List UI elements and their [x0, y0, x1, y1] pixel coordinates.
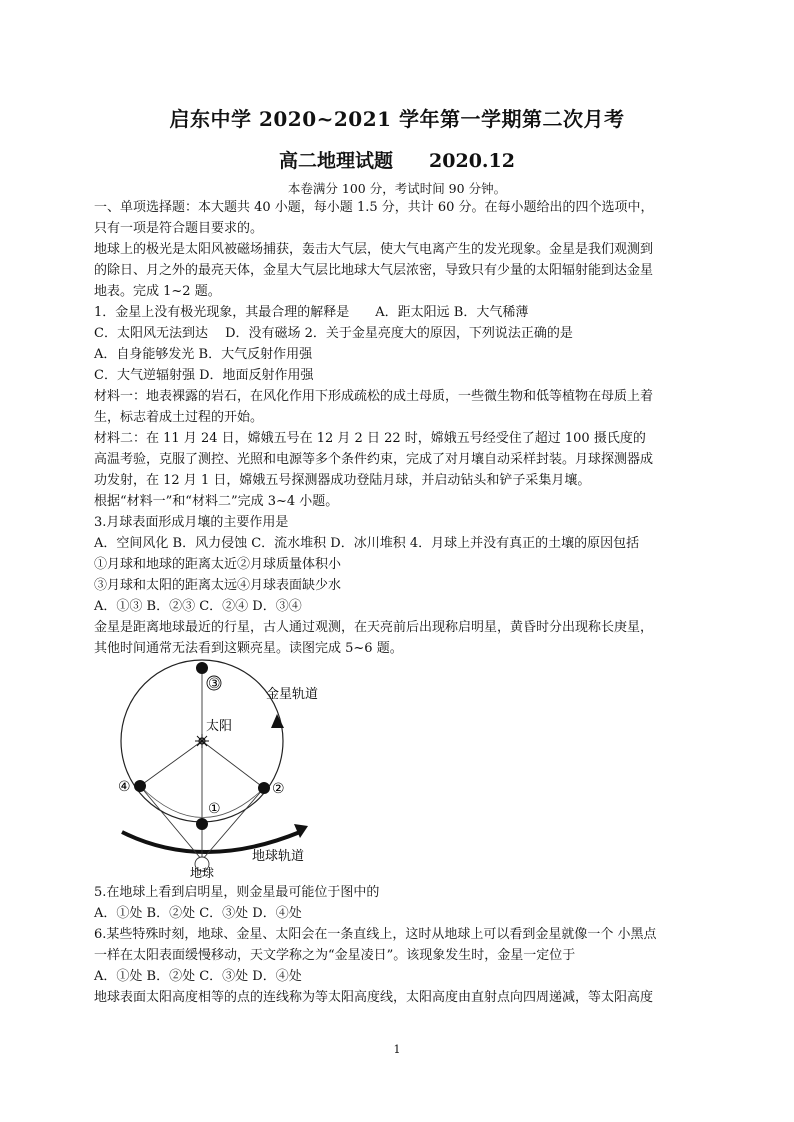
text-line: 其他时间通常无法看到这颗亮星。读图完成 5~6 题。 [94, 641, 403, 656]
sun-line-2 [202, 741, 264, 788]
question-line: A．①处 B．②处 C．③处 D．④处 [94, 969, 302, 984]
earth-orbit-arrowhead [294, 824, 308, 838]
text-line: 地球表面太阳高度相等的点的连线称为等太阳高度线，太阳高度由直射点向四周递减，等太阳高度 [94, 990, 654, 1005]
question-line: ①月球和地球的距离太近②月球质量体积小 [94, 557, 342, 572]
venus-position-2 [258, 782, 270, 794]
sun-label: 太阳 [206, 719, 233, 734]
earth-orbit-label: 地球轨道 [252, 849, 305, 864]
text-line: 材料一：地表裸露的岩石，在风化作用下形成疏松的成土母质，一些微生物和低等植物在母质上着 [94, 389, 654, 404]
question-line: C．太阳风无法到达 D．没有磁场 2．关于金星亮度大的原因，下列说法正确的是 [94, 326, 573, 341]
position-label-4: ④ [118, 779, 131, 795]
position-label-2: ② [272, 781, 285, 797]
exam-subtitle [0, 146, 794, 173]
text-line: 功发射，在 12 月 1 日，嫦娥五号探测器成功登陆月球，并启动钻头和铲子采集月壤。 [94, 473, 591, 488]
question-line: A．①处 B．②处 C．③处 D．④处 [94, 906, 302, 921]
exam-title: 启东中学 2020~2021 学年第一学期第二次月考 [169, 107, 625, 131]
text-line: 只有一项是符合题目要求的。 [94, 221, 264, 236]
sun-icon [195, 734, 209, 748]
exam-meta: 本卷满分 100 分，考试时间 90 分钟。 [287, 181, 507, 196]
question-line: A．①③ B．②③ C．②④ D．③④ [94, 599, 302, 614]
question-line: C．大气逆辐射强 D．地面反射作用强 [94, 368, 314, 383]
question-line: ③月球和太阳的距离太远④月球表面缺少水 [94, 578, 342, 593]
subject-title: 高二地理试题 [279, 150, 394, 172]
text-line: 一、单项选择题：本大题共 40 小题，每小题 1.5 分，共计 60 分。在每小题给出的四个选项中， [94, 200, 654, 215]
venus-orbit-diagram [94, 658, 354, 880]
text-line: 材料二：在 11 月 24 日，嫦娥五号在 12 月 2 日 22 时，嫦娥五号经受住了超过 100 摄氏度的 [94, 431, 646, 446]
question-line: 6.某些特殊时刻，地球、金星、太阳会在一条直线上，这时从地球上可以看到金星就像一个 小黑点 [94, 927, 657, 942]
venus-position-3 [196, 662, 208, 674]
text-line: 的除日、月之外的最亮天体，金星大气层比地球大气层浓密，导致只有少量的太阳辐射能到达金星 [94, 263, 654, 278]
venus-position-1 [196, 818, 208, 830]
question-line: A．自身能够发光 B．大气反射作用强 [94, 347, 313, 362]
question-line: 1．金星上没有极光现象，其最合理的解释是 A．距太阳远 B．大气稀薄 [94, 305, 529, 320]
question-line: 5.在地球上看到启明星，则金星最可能位于图中的 [94, 885, 380, 900]
venus-orbit-arrowhead [271, 714, 284, 728]
earth-label: 地球 [190, 866, 215, 880]
exam-date: 2020.12 [429, 150, 515, 172]
text-line: 生，标志着成土过程的开始。 [94, 410, 264, 425]
sun-line-4 [140, 741, 202, 786]
text-line: 地球上的极光是太阳风被磁场捕获，轰击大气层，使大气电离产生的发光现象。金星是我们观测到 [94, 242, 654, 257]
position-label-3: ③ [208, 676, 221, 692]
venus-position-4 [134, 780, 146, 792]
venus-orbit-label: 金星轨道 [266, 687, 319, 702]
position-label-1: ① [208, 801, 221, 817]
page-number: 1 [393, 1043, 401, 1056]
question-line: 3.月球表面形成月壤的主要作用是 [94, 515, 289, 530]
text-line: 地表。完成 1~2 题。 [94, 284, 221, 299]
question-line: A．空间风化 B．风力侵蚀 C．流水堆积 D．冰川堆积 4．月球上并没有真正的土壤的原因包括 [94, 536, 640, 551]
text-line: 金星是距离地球最近的行星，古人通过观测，在天亮前后出现称启明星，黄昏时分出现称长庚星， [94, 620, 654, 635]
question-line: 一样在太阳表面缓慢移动，天文学称之为“金星凌日”。该现象发生时，金星一定位于 [94, 948, 576, 963]
text-line: 高温考验，克服了测控、光照和电源等多个条件约束，完成了对月壤自动采样封装。月球探测器成 [94, 452, 654, 467]
text-line: 根据“材料一”和“材料二”完成 3~4 小题。 [94, 494, 339, 509]
